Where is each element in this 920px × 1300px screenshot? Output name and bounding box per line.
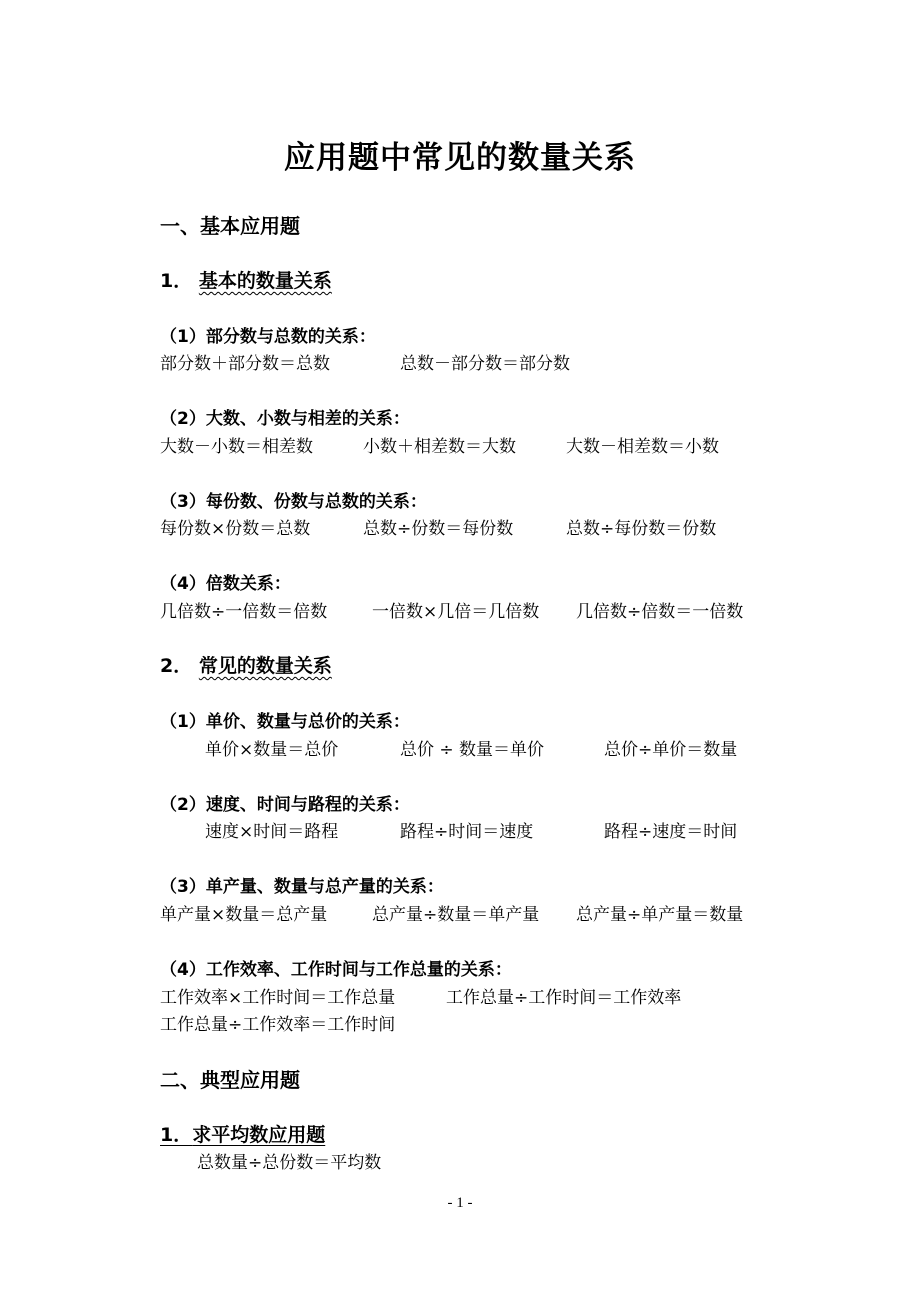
- relation-label: （3）每份数、份数与总数的关系：: [160, 492, 427, 512]
- formula: 每份数×份数＝总数: [160, 519, 311, 539]
- formula: 路程÷速度＝时间: [604, 822, 738, 842]
- relation-label: （2）速度、时间与路程的关系：: [160, 795, 410, 815]
- subsection-heading-common-relations: [160, 651, 332, 678]
- subsection-title: 常见的数量关系: [198, 655, 332, 677]
- formula: 几倍数÷倍数＝一倍数: [576, 602, 744, 622]
- relation-label: （2）大数、小数与相差的关系：: [160, 409, 410, 429]
- formula: 总数量÷总份数＝平均数: [197, 1153, 382, 1173]
- section-heading-typical: 二、典型应用题: [160, 1068, 300, 1092]
- subsection-number: 2．: [160, 655, 193, 677]
- relation-label: （4）倍数关系：: [160, 574, 291, 594]
- formula: 单产量×数量＝总产量: [160, 905, 328, 925]
- subsection-heading-basic-relations: [160, 266, 332, 293]
- formula: 总数÷每份数＝份数: [566, 519, 717, 539]
- subsection-title: 基本的数量关系: [198, 270, 332, 292]
- formula: 一倍数×几倍＝几倍数: [372, 602, 540, 622]
- formula: 工作总量÷工作时间＝工作效率: [446, 988, 682, 1008]
- formula: 路程÷时间＝速度: [400, 822, 534, 842]
- relation-label: （1）单价、数量与总价的关系：: [160, 712, 410, 732]
- section-heading-basic: 一、基本应用题: [160, 214, 300, 238]
- subsection-title: 求平均数应用题: [192, 1124, 326, 1146]
- relation-label: （3）单产量、数量与总产量的关系：: [160, 877, 444, 897]
- page-number: - 1 -: [447, 1195, 473, 1211]
- formula: 单价×数量＝总价: [205, 740, 339, 760]
- formula: 部分数＋部分数＝总数: [160, 354, 330, 374]
- formula: 总产量÷单产量＝数量: [576, 905, 744, 925]
- formula: 总价 ÷ 数量＝单价: [400, 740, 545, 760]
- formula: 大数－相差数＝小数: [566, 437, 719, 457]
- formula: 几倍数÷一倍数＝倍数: [160, 602, 328, 622]
- formula: 速度×时间＝路程: [205, 822, 339, 842]
- formula: 总产量÷数量＝单产量: [372, 905, 540, 925]
- formula: 总数－部分数＝部分数: [400, 354, 570, 374]
- formula: 工作总量÷工作效率＝工作时间: [160, 1015, 396, 1035]
- subsection-number: 1．: [160, 270, 193, 292]
- formula: 总价÷单价＝数量: [604, 740, 738, 760]
- relation-label: （4）工作效率、工作时间与工作总量的关系：: [160, 960, 512, 980]
- relation-label: （1）部分数与总数的关系：: [160, 327, 376, 347]
- document-title: 应用题中常见的数量关系: [284, 140, 636, 176]
- formula: 大数－小数＝相差数: [160, 437, 313, 457]
- formula: 总数÷份数＝每份数: [363, 519, 514, 539]
- formula: 工作效率×工作时间＝工作总量: [160, 988, 396, 1008]
- subsection-number: 1．: [160, 1124, 193, 1146]
- subsection-heading-average: [160, 1120, 325, 1147]
- formula: 小数＋相差数＝大数: [363, 437, 516, 457]
